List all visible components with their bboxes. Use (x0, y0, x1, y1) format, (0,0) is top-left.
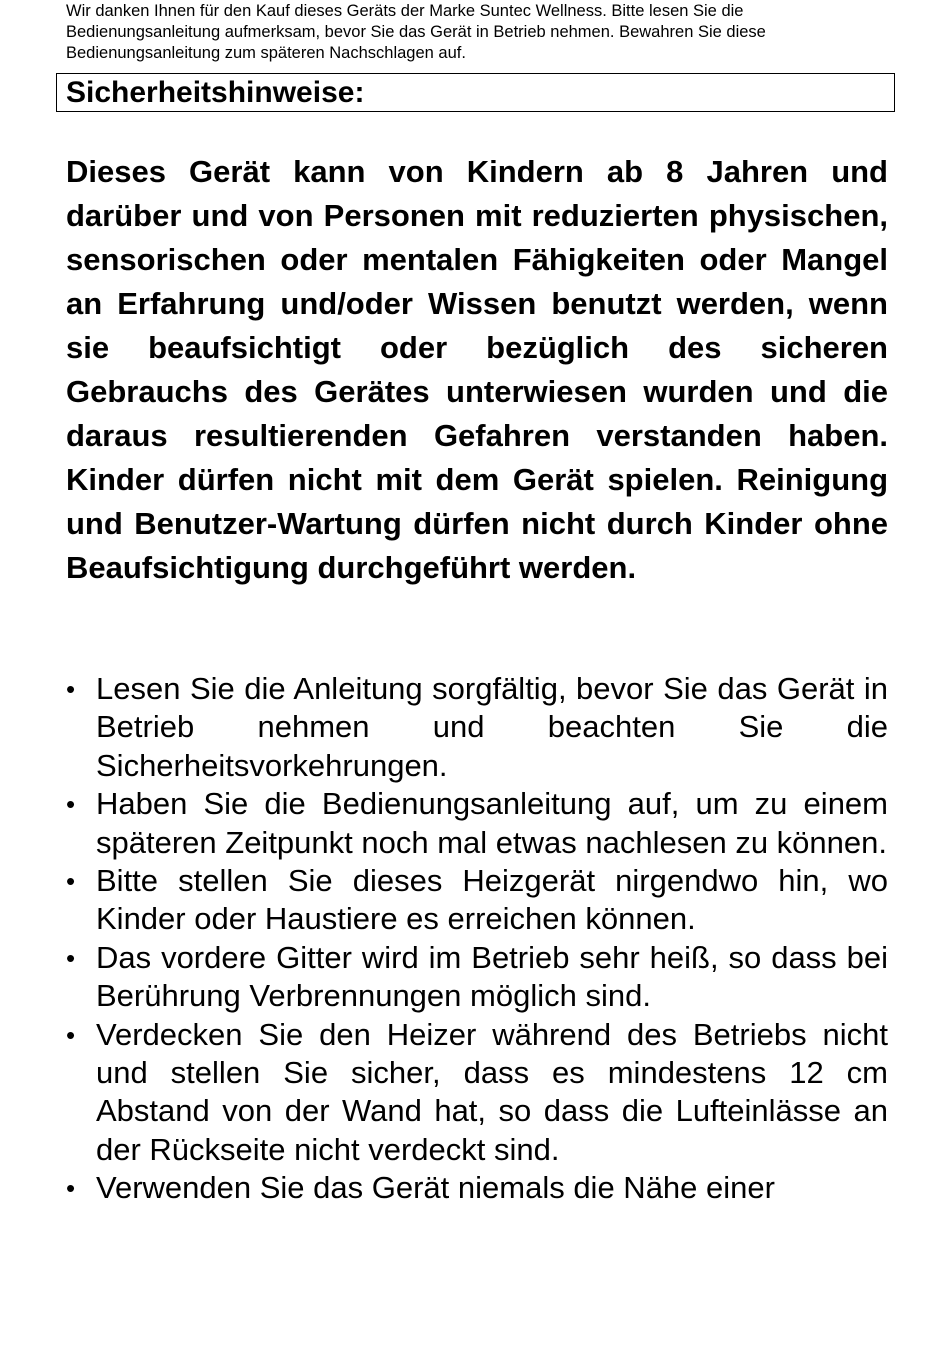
bullet-text: Lesen Sie die Anleitung sorgfältig, bevor Sie das Gerät in Betrieb nehmen und beachten Sie die Sicherheitsvorkehrungen. (96, 671, 888, 783)
bullet-item (66, 939, 888, 1016)
bullet-text: Verwenden Sie das Gerät niemals die Nähe einer (96, 1170, 775, 1206)
bullet-text: Verdecken Sie den Heizer während des Betriebs nicht und stellen Sie sicher, dass es mindestens 12 cm Abstand von der Wand hat, so dass die Lufteinlässe an der Rückseite nicht verdeckt sind. (96, 1016, 888, 1167)
bullet-dot-icon: • (66, 1173, 76, 1204)
bullet-item (66, 862, 888, 939)
bullet-dot-icon: • (66, 866, 76, 897)
bullet-dot-icon: • (66, 789, 76, 820)
bullet-item (66, 1016, 888, 1170)
section-title: Sicherheitshinweise: (66, 76, 365, 109)
bullet-item (66, 785, 888, 862)
bullet-text: Haben Sie die Bedienungsanleitung auf, um zu einem späteren Zeitpunkt noch mal etwas nachlesen zu können. (96, 786, 888, 860)
bullet-dot-icon: • (66, 674, 76, 704)
bullet-item (66, 1169, 888, 1207)
bullet-text: Bitte stellen Sie dieses Heizgerät nirgendwo hin, wo Kinder oder Haustiere es erreichen können. (96, 863, 888, 937)
safety-warning-paragraph: Dieses Gerät kann von Kindern ab 8 Jahren und darüber und von Personen mit reduzierten physischen, sensorischen oder mentalen Fähigkeiten oder Mangel an Erfahrung und/oder Wissen benutzt werden, wenn sie beaufsichtigt oder bezüglich des sicheren Gebrauchs des Gerätes unterwiesen wurden und die daraus resultierenden Gefahren verstanden haben. Kinder dürfen nicht mit dem Gerät spielen. Reinigung und Benutzer-Wartung dürfen nicht durch Kinder ohne Beaufsichtigung durchgeführt werden. (66, 154, 888, 585)
bullet-item (66, 670, 888, 785)
intro-paragraph: Wir danken Ihnen für den Kauf dieses Geräts der Marke Suntec Wellness. Bitte lesen Sie die Bedienungsanleitung aufmerksam, bevor Sie das Gerät in Betrieb nehmen. Bewahren Sie diese Bedienungsanleitung zum späteren Nachschlagen auf. (66, 2, 766, 62)
section-header-box (56, 73, 895, 112)
bullet-text: Das vordere Gitter wird im Betrieb sehr heiß, so dass bei Berührung Verbrennungen möglich sind. (96, 939, 888, 1014)
safety-bullet-list (66, 670, 888, 1208)
bullet-dot-icon: • (66, 1019, 76, 1050)
bullet-dot-icon: • (66, 942, 76, 973)
